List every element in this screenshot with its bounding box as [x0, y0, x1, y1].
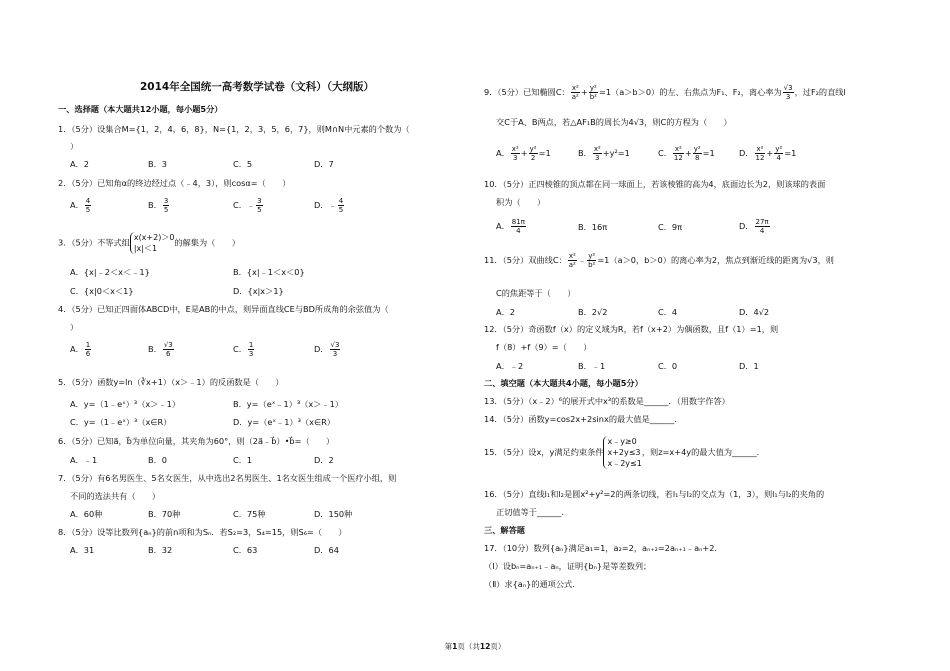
q11-stem-cont: C的焦距等于（ ）: [496, 288, 576, 298]
q5-option-c: C．y=（1﹣eˣ）³（x∈R）: [70, 417, 172, 427]
q10-stem-cont: 积为（ ）: [496, 197, 546, 207]
q1-option-b: B．3: [148, 159, 168, 169]
fraction: $\frac{\text{x²}}{12}$: [673, 145, 683, 162]
q6-option-d: D．2: [314, 455, 334, 465]
q13-stem: 13．（5分）（x﹣2）⁶的展开式中x³的系数是______．（用数字作答）: [484, 396, 730, 406]
q5-option-d: D．y=（eˣ﹣1）³（x∈R）: [233, 417, 335, 427]
q7-option-b: B．70种: [148, 509, 181, 519]
q2-option-d: D．﹣ $\frac{4}{5}$: [314, 197, 344, 214]
q6-option-a: A．﹣1: [70, 455, 98, 465]
q8-option-c: C．63: [233, 545, 258, 555]
q7-option-a: A．60种: [70, 509, 103, 519]
fraction: $\frac{27\pi}{4}$: [755, 218, 769, 235]
q11-option-a: A．2: [496, 307, 515, 317]
q6-option-c: C．1: [233, 455, 253, 465]
q1-stem: 1．（5分）设集合M={1，2，4，6，8}，N={1，2，3，5，6，7}，则M∩N中元素的个数为（: [58, 124, 410, 134]
q2-option-a: A． $\frac{4}{5}$: [70, 197, 91, 214]
q2-option-b: B． $\frac{3}{5}$: [148, 197, 169, 214]
section-answer-heading: 三、解答题: [484, 525, 525, 535]
q4-option-c: C． $\frac{1}{3}$: [233, 341, 254, 358]
q7-stem-cont: 不同的选法共有（ ）: [70, 491, 161, 501]
fraction: $\frac{\text{x²}}{3}$: [511, 145, 519, 162]
q12-stem: 12．（5分）奇函数f（x）的定义域为R，若f（x+2）为偶函数，且f（1）=1，则: [484, 324, 779, 334]
q6-stem: 6．（5分）已知a⃗，b⃗为单位向量，其夹角为60°，则（2a⃗﹣b⃗）•b⃗=（ ）: [58, 436, 335, 446]
q8-option-a: A．31: [70, 545, 95, 555]
q2-option-c: C．﹣ $\frac{3}{5}$: [233, 197, 262, 214]
q4-option-a: A． $\frac{1}{6}$: [70, 341, 91, 358]
q3-option-a: A．{x|﹣2＜x＜﹣1}: [70, 267, 150, 277]
q4-stem-close: ）: [70, 322, 79, 332]
fraction: $\frac{√3}{3}$: [783, 84, 793, 101]
q2-stem: 2．（5分）已知角α的终边经过点（﹣4，3），则cosα=（ ）: [58, 178, 291, 188]
page-total: 12: [479, 642, 491, 651]
q16-stem: 16．（5分）直线l₁和l₂是圆x²+y²=2的两条切线，若l₁与l₂的交点为（1，3），则l₁与l₂的夹角的: [484, 489, 825, 499]
q10-option-b: B．16π: [578, 222, 608, 232]
q17-stem: 17．（10分）数列{aₙ}满足a₁=1，a₂=2，aₙ₊₂=2aₙ₊₁﹣aₙ+2．: [484, 543, 723, 553]
q7-stem: 7．（5分）有6名男医生、5名女医生，从中选出2名男医生、1名女医生组成一个医疗小组，则: [58, 473, 397, 483]
q8-option-d: D．64: [314, 545, 339, 555]
q11-option-d: D．4√2: [739, 307, 770, 317]
fraction: $\frac{\text{y²}}{\text{b²}}$: [588, 252, 596, 269]
fraction: $\frac{81\pi}{4}$: [511, 218, 525, 235]
q17-part1: （Ⅰ）设bₙ=aₙ₊₁﹣aₙ，证明{bₙ}是等差数列；: [484, 561, 652, 571]
q10-option-d: D． $\frac{27\pi}{4}$: [739, 218, 769, 235]
q6-option-b: B．0: [148, 455, 168, 465]
q4-option-b: B． $\frac{√3}{6}$: [148, 341, 173, 358]
page-title: 2014年全国统一高考数学试卷（文科）（大纲版）: [140, 81, 374, 93]
fraction: $\frac{\text{x²}}{12}$: [755, 145, 765, 162]
fraction: $\frac{√3}{6}$: [163, 341, 173, 358]
section-choice-heading: 一、选择题（本大题共12小题，每小题5分）: [58, 104, 223, 114]
constraint-system: x﹣y≥0 x+2y≤3 x﹣2y≤1: [603, 436, 641, 469]
q9-stem-cont: 交C于A、B两点，若△AF₁B的周长为4√3，则C的方程为（ ）: [496, 117, 732, 127]
q3-stem: 3．（5分）不等式组 x(x+2)＞0 |x|＜1 的解集为（ ）: [58, 233, 240, 253]
fraction: $\frac{\text{x²}}{3}$: [593, 145, 601, 162]
q7-option-c: C．75种: [233, 509, 266, 519]
q4-option-d: D． $\frac{√3}{3}$: [314, 341, 340, 358]
q12-option-d: D．1: [739, 361, 759, 371]
q9-option-a: A． $\frac{\text{x²}}{3}$ + $\frac{\text{y²}}{2}$ =1: [496, 145, 551, 162]
q10-option-a: A． $\frac{81\pi}{4}$: [496, 218, 525, 235]
inequality-system: x(x+2)＞0 |x|＜1: [130, 232, 175, 254]
q17-part2: （Ⅱ）求{aₙ}的通项公式．: [484, 579, 581, 589]
q9-option-d: D． $\frac{\text{x²}}{12}$ + $\frac{\text{y²}}{4}$ =1: [739, 145, 797, 162]
q3-option-c: C．{x|0＜x＜1}: [70, 286, 134, 296]
fraction: $\frac{\text{x²}}{\text{a²}}$: [568, 252, 576, 269]
q1-option-c: C．5: [233, 159, 253, 169]
q7-option-d: D．150种: [314, 509, 353, 519]
q1-stem-close: ）: [70, 141, 79, 151]
fraction: $\frac{4}{5}$: [338, 197, 344, 214]
page-number: 1: [452, 642, 458, 651]
page-footer: 第1页（共12页）: [444, 642, 506, 651]
q10-stem: 10．（5分）正四棱锥的顶点都在同一球面上，若该棱锥的高为4，底面边长为2，则该球的表面: [484, 179, 826, 189]
q11-option-b: B．2√2: [578, 307, 608, 317]
q12-stem-cont: f（8）+f（9）=（ ）: [496, 342, 592, 352]
fraction: $\frac{4}{5}$: [85, 197, 91, 214]
fraction: $\frac{\text{y²}}{8}$: [693, 145, 701, 162]
q9-option-b: B． $\frac{\text{x²}}{3}$ +y²=1: [578, 145, 630, 162]
q12-option-c: C．0: [658, 361, 678, 371]
q1-option-d: D．7: [314, 159, 334, 169]
q10-option-c: C．9π: [658, 222, 683, 232]
fraction: $\frac{3}{5}$: [257, 197, 262, 214]
q5-option-b: B．y=（eˣ﹣1）³（x＞﹣1）: [233, 399, 344, 409]
q11-stem: 11．（5分）双曲线C： $\frac{\text{x²}}{\text{a²}}$ ﹣ $\frac{\text{y²}}{\text{b²}}$ =1（a＞0，b＞0）的离心率为2，焦点到渐近线的距离为√3，则: [484, 252, 834, 269]
q11-option-c: C．4: [658, 307, 678, 317]
fraction: $\frac{\text{y²}}{4}$: [775, 145, 783, 162]
q14-stem: 14．（5分）函数y=cos2x+2sinx的最大值是______．: [484, 414, 683, 424]
section-fill-heading: 二、填空题（本大题共4小题，每小题5分）: [484, 378, 643, 388]
fraction: $\frac{\text{x²}}{\text{a²}}$: [571, 84, 579, 101]
q12-option-a: A．﹣2: [496, 361, 524, 371]
fraction: $\frac{\text{y²}}{\text{b²}}$: [589, 84, 597, 101]
q5-stem: 5．（5分）函数y=ln（∛x+1）（x＞﹣1）的反函数是（ ）: [58, 377, 284, 387]
q3-option-d: D．{x|x＞1}: [233, 286, 284, 296]
q5-option-a: A．y=（1﹣eˣ）³（x＞﹣1）: [70, 399, 181, 409]
q12-option-b: B．﹣1: [578, 361, 606, 371]
fraction: $\frac{√3}{3}$: [330, 341, 340, 358]
q3-option-b: B．{x|﹣1＜x＜0}: [233, 267, 305, 277]
fraction: $\frac{\text{y²}}{2}$: [529, 145, 537, 162]
q15-stem: 15．（5分）设x，y满足约束条件 x﹣y≥0 x+2y≤3 x﹣2y≤1 ，则z=x+4y的最大值为______．: [484, 437, 765, 468]
fraction: $\frac{1}{3}$: [248, 341, 254, 358]
q4-stem: 4．（5分）已知正四面体ABCD中，E是AB的中点，则异面直线CE与BD所成角的余弦值为（: [58, 304, 389, 314]
q8-stem: 8．（5分）设等比数列{aₙ}的前n项和为Sₙ．若S₂=3，S₄=15，则S₆=（ ）: [58, 527, 347, 537]
q1-option-a: A．2: [70, 159, 89, 169]
fraction: $\frac{3}{5}$: [163, 197, 169, 214]
fraction: $\frac{1}{6}$: [85, 341, 91, 358]
q9-stem: 9．（5分）已知椭圆C： $\frac{\text{x²}}{\text{a²}}$ + $\frac{\text{y²}}{\text{b²}}$ =1（a＞b＞0）的左、右焦点为F₁、F₂，离心率为 $\frac{√3}{3}$ ，过F₂的直线l: [484, 84, 846, 101]
q8-option-b: B．32: [148, 545, 173, 555]
q9-option-c: C． $\frac{\text{x²}}{12}$ + $\frac{\text{y²}}{8}$ =1: [658, 145, 715, 162]
q16-stem-cont: 正切值等于______．: [496, 507, 570, 517]
